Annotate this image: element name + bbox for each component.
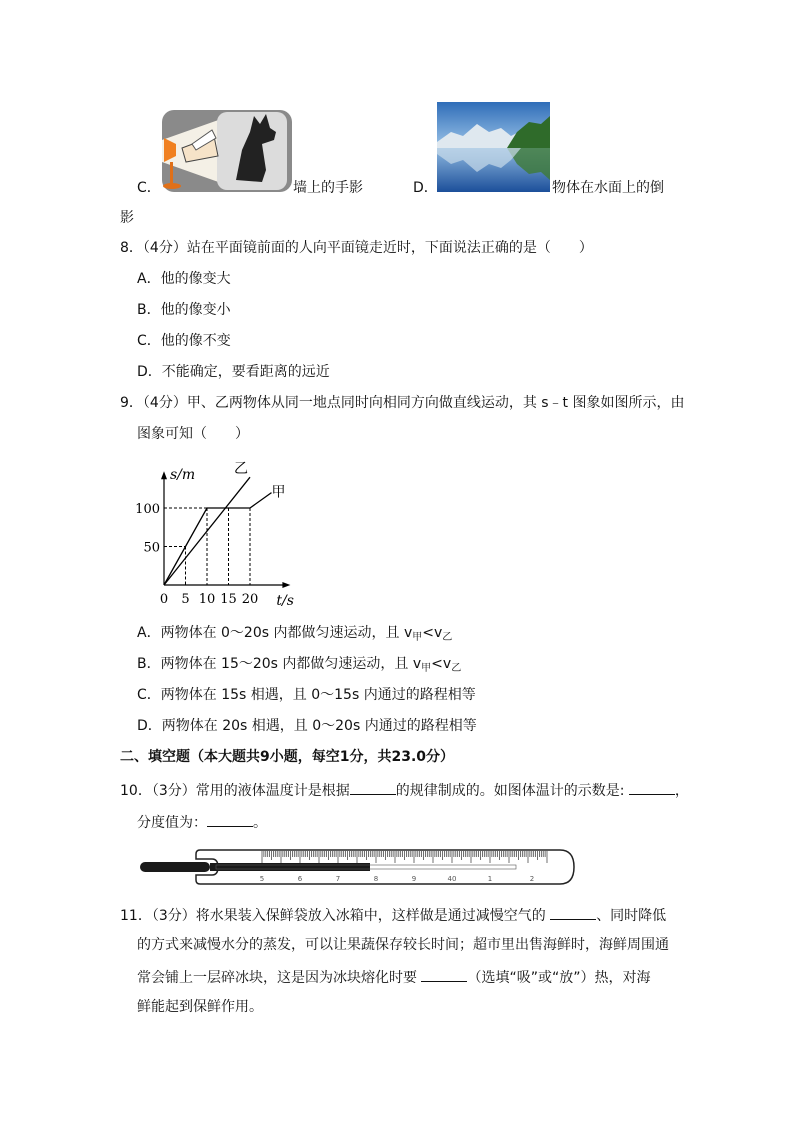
thermometer-number: 1: [487, 875, 493, 883]
section-heading-fill-in: 二、填空题（本大题共9小题，每空1分，共23.0分）: [120, 749, 455, 765]
q7-option-c-letter: C．: [137, 180, 161, 196]
x-tick-label: 10: [198, 592, 216, 607]
q8-option-b: B．他的像变小: [137, 302, 231, 318]
q8-option-c: C．他的像不变: [137, 333, 231, 349]
q11-blank-1: [550, 906, 596, 920]
q11-blank-2: [421, 968, 467, 982]
hand-shadow-image: [162, 110, 292, 192]
q7-option-d-letter: D．: [413, 180, 438, 196]
series-line-jia: [164, 493, 272, 585]
thermometer-number: 2: [529, 875, 535, 883]
q11-line4: 鲜能起到保鲜作用。: [137, 999, 263, 1015]
q8-option-a: A．他的像变大: [137, 271, 231, 287]
q9-option-b: B．两物体在 15～20s 内都做匀速运动，且 $v_甲<v_乙$: [137, 656, 462, 674]
st-graph-chart: [135, 452, 294, 612]
q7-option-d-wrap: 影: [120, 210, 134, 226]
q10-blank-2: [629, 781, 675, 795]
thermometer-number: 40: [447, 875, 457, 883]
x-axis-label: t/s: [276, 593, 294, 609]
y-axis-arrow: [161, 471, 167, 479]
q10-blank-1: [350, 781, 396, 795]
q9-stem-line2: 图象可知（ ）: [137, 426, 249, 442]
q11-line1: 11．（3分）将水果装入保鲜袋放入冰箱中，这样做是通过减慢空气的 、同时降低: [120, 908, 667, 924]
x-axis-arrow: [282, 582, 290, 588]
y-tick-label: 100: [135, 502, 160, 517]
y-tick-label: 50: [143, 540, 160, 556]
x-tick-label: 15: [220, 592, 237, 607]
q9-option-d: D．两物体在 20s 相遇，且 0～20s 内通过的路程相等: [137, 718, 477, 734]
thermometer-number: 8: [373, 875, 379, 883]
x-tick-label: 5: [181, 592, 190, 607]
thermometer-number: 9: [411, 875, 417, 883]
q10-line1: 10．（3分）常用的液体温度计是根据 的规律制成的。如图体温计的示数是: ，: [120, 783, 689, 799]
q8-option-d: D．不能确定，要看距离的远近: [137, 364, 330, 380]
clinical-thermometer-image: [138, 842, 578, 892]
thermometer-number: 5: [259, 875, 265, 883]
x-tick-label: 0: [159, 592, 169, 607]
q11-line3: 常会铺上一层碎冰块，这是因为冰块熔化时要 （选填“吸”或“放”）热，对海: [137, 970, 651, 986]
q10-blank-3: [207, 813, 253, 827]
thermometer-number: 7: [335, 875, 341, 883]
q7-option-d-text: 物体在水面上的倒: [552, 180, 664, 196]
q9-option-a: A．两物体在 0～20s 内都做匀速运动，且 $v_甲<v_乙$: [137, 625, 453, 643]
q10-line2: 分度值为： 。: [137, 815, 267, 831]
series-label-yi: 乙: [234, 461, 248, 478]
q11-line2: 的方式来减慢水分的蒸发，可以让果蔬保存较长时间；超市里出售海鲜时，海鲜周围通: [137, 937, 669, 953]
y-axis-label: s/m: [170, 467, 196, 484]
lake-reflection-image: [437, 102, 550, 192]
x-tick-label: 20: [241, 592, 259, 607]
series-label-jia: 甲: [271, 484, 286, 501]
q9-stem-line1: 9．（4分）甲、乙两物体从同一地点同时向相同方向做直线运动，其 s﹣t 图象如图所示，由: [120, 395, 685, 411]
thermometer-number: 6: [297, 875, 303, 883]
q8-stem: 8．（4分）站在平面镜前面的人向平面镜走近时，下面说法正确的是（ ）: [120, 240, 593, 256]
q7-option-c-text: 墙上的手影: [293, 180, 363, 196]
q9-option-c: C．两物体在 15s 相遇，且 0～15s 内通过的路程相等: [137, 687, 476, 703]
